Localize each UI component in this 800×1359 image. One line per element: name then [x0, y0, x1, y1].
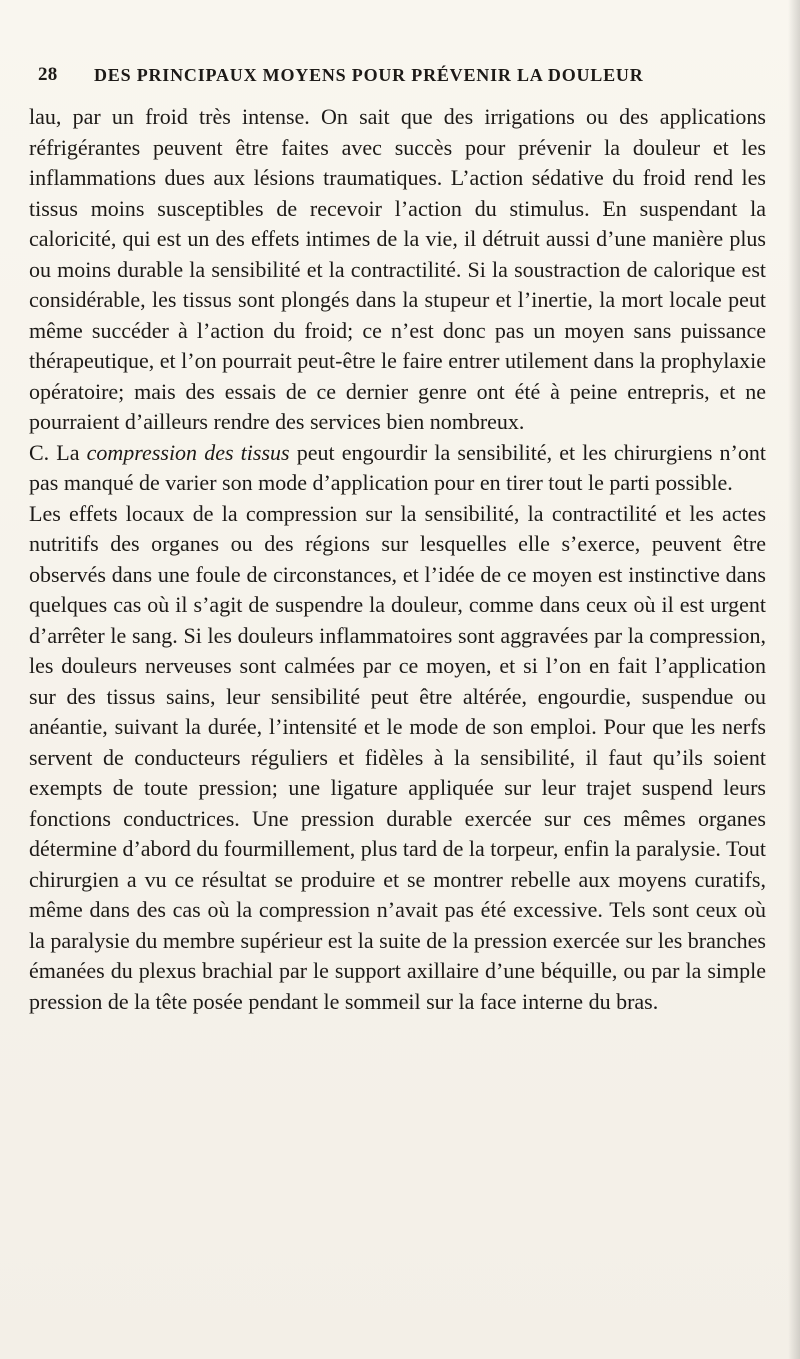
paragraph-cold-therapy: lau, par un froid très intense. On sait que des irrigations ou des applications réfrigérantes peuvent être faites avec succès pour prévenir la douleur et les inflammations dues aux lésions traumatiques. L’action sédative du froid rend les tissus moins susceptibles de recevoir l’action du stimulus. En suspendant la caloricité, qui est un des effets intimes de la vie, il détruit aussi d’une manière plus ou moins durable la sensibilité et la contractilité. Si la soustraction de calorique est considérable, les tissus sont plongés dans la stupeur et l’inertie, la mort locale peut même succéder à l’action du froid; ce n’est donc pas un moyen sans puissance thérapeutique, et l’on pourrait peut-être le faire entrer utilement dans la prophylaxie opératoire; mais des essais de ce dernier genre ont été à peine entrepris, et ne pourraient d’ailleurs rendre des services bien nombreux. — [29, 104, 766, 434]
section-c-prefix: C. La — [29, 439, 87, 465]
page-number: 28 — [38, 64, 58, 85]
running-head: DES PRINCIPAUX MOYENS POUR PRÉVENIR LA DOULEUR — [94, 65, 644, 85]
page-header — [16, 64, 749, 92]
page-edge-shadow — [788, 0, 800, 1359]
section-c-paragraph — [29, 438, 766, 499]
paragraph-compression-effects: Les effets locaux de la compression sur la sensibilité, la contractilité et les actes nutritifs des organes ou des régions sur lesquelles elle s’exerce, peuvent être observés dans une foule de circonstances, et l’idée de ce moyen est instinctive dans quelques cas où il s’agit de suspendre la douleur, comme dans ceux où il est urgent d’arrêter le sang. Si les douleurs inflammatoires sont aggravées par la compression, les douleurs nerveuses sont calmées par ce moyen, et si l’on en fait l’application sur des tissus sains, leur sensibilité peut être altérée, engourdie, suspendue ou anéantie, suivant la durée, l’intensité et le mode de son emploi. Pour que les nerfs servent de conducteurs réguliers et fidèles à la sensibilité, il faut qu’ils soient exempts de toute pression; une ligature appliquée sur leur trajet suspend leurs fonctions conductrices. Une pression durable exercée sur ces mêmes organes détermine d’abord du fourmillement, plus tard de la torpeur, enfin la paralysie. Tout chirurgien a vu ce résultat se produire et se montrer rebelle aux moyens curatifs, même dans des cas où la compression n’avait pas été excessive. Tels sont ceux où la paralysie du membre supérieur est la suite de la pression exercée sur les branches émanées du plexus brachial par le support axillaire d’une béquille, ou par la simple pression de la tête posée pendant le sommeil sur la face interne du bras. — [29, 500, 766, 1014]
section-c-rest: peut engourdir la sensibilité, et les chirurgiens n’ont pas manqué de varier son mode d’application pour en tirer tout le parti possible. — [29, 439, 766, 495]
main-text-block — [29, 102, 766, 1017]
section-c-italic-title: compression des tissus — [86, 439, 290, 465]
